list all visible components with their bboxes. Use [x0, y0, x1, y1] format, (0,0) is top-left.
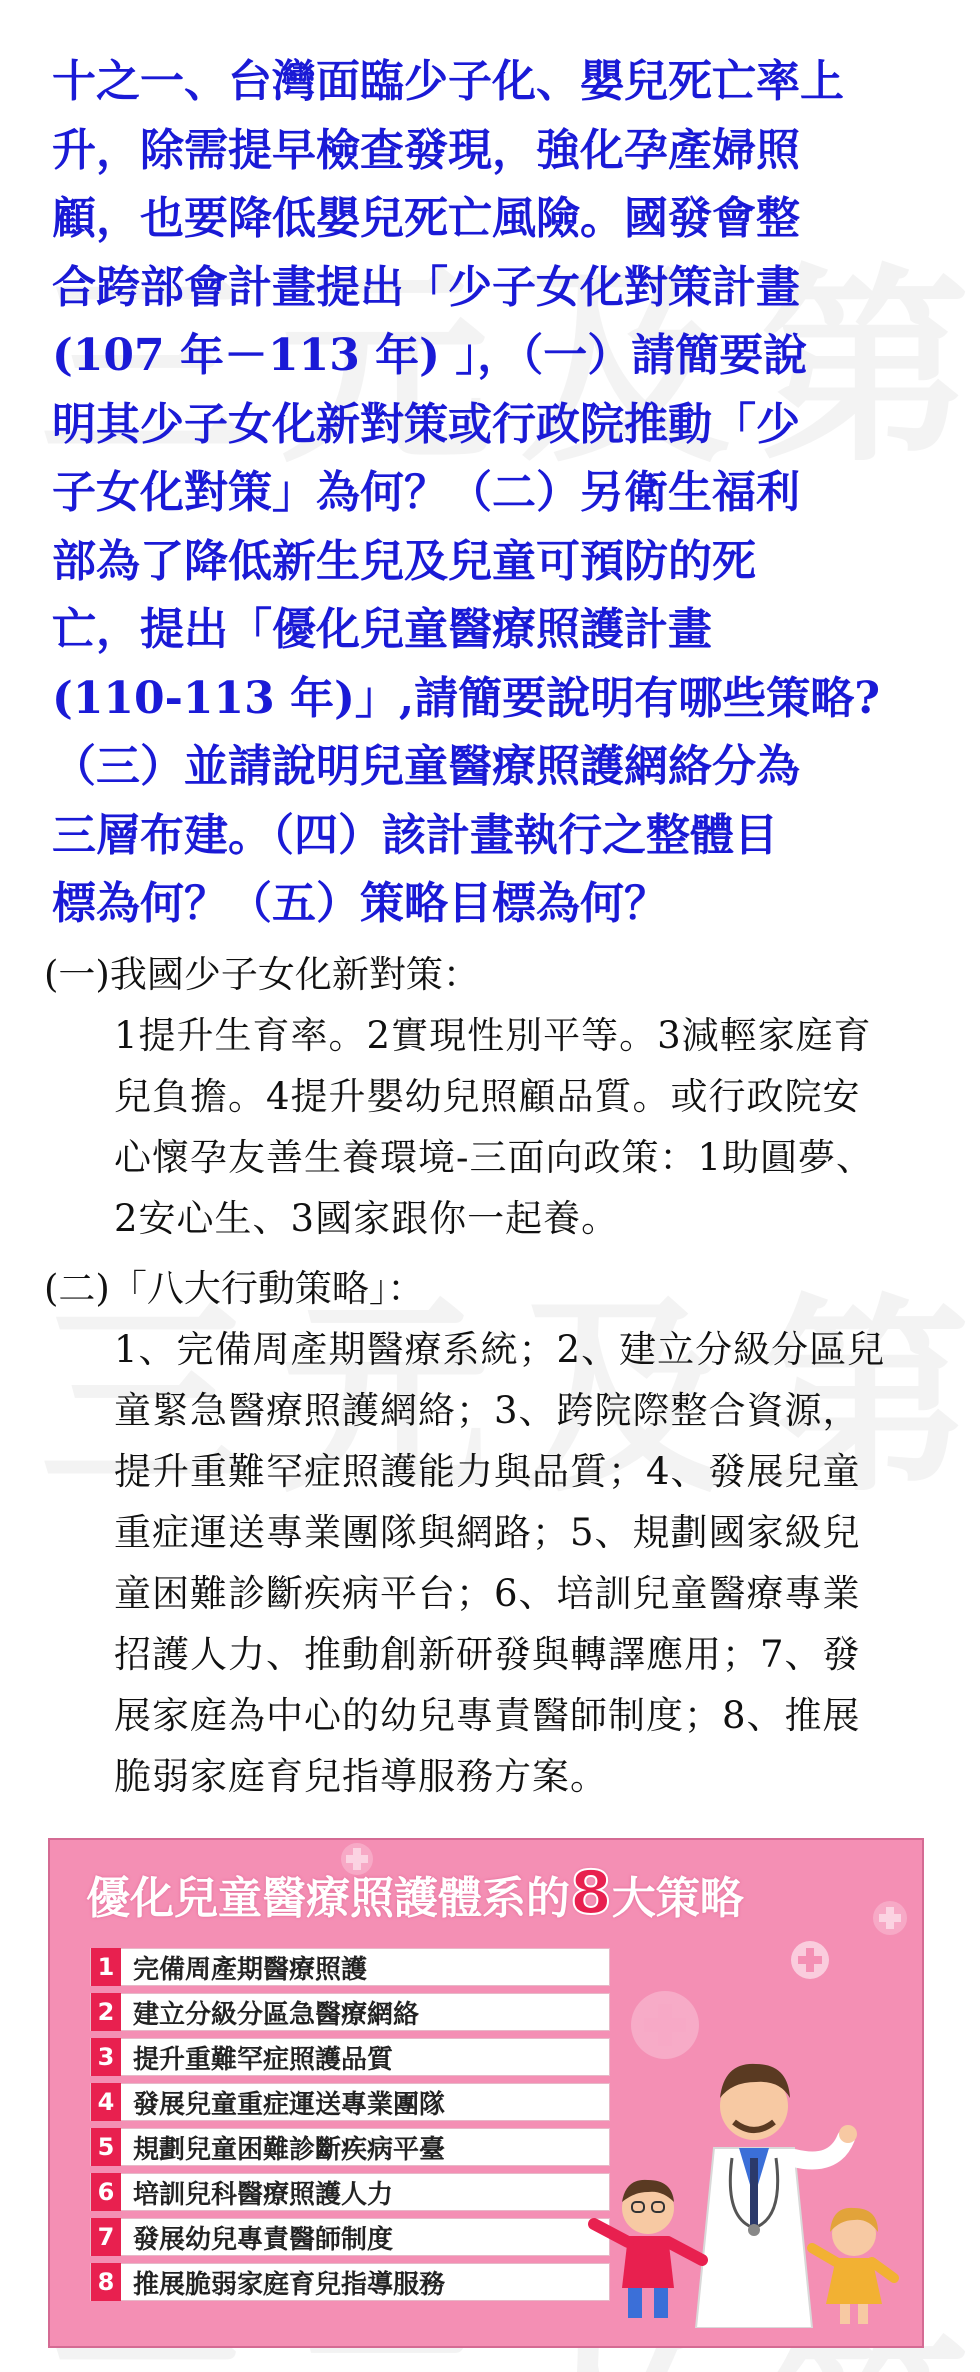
question-text [52, 48, 936, 939]
strategy-item [90, 1948, 610, 1986]
question-line: （三）並請說明兒童醫療照護網絡分為 [52, 741, 800, 792]
answer-line: 1、完備周產期醫療系統；2、建立分級分區兒 [114, 1328, 886, 1371]
answer-line: 重症運送專業團隊與網路；5、規劃國家級兒 [114, 1511, 861, 1554]
answer-line: 童困難診斷疾病平台；6、培訓兒童醫療專業 [114, 1572, 861, 1615]
strategy-text: 完備周產期醫療照護 [133, 1954, 368, 1985]
question-line: 顧，也要降低嬰兒死亡風險。國發會整 [52, 193, 800, 244]
answer-line: 展家庭為中心的幼兒專責醫師制度；8、推展 [114, 1694, 861, 1737]
strategy-text: 培訓兒科醫療照護人力 [133, 2179, 394, 2210]
poster-title-number: 8 [570, 1858, 612, 1928]
strategy-item [90, 2083, 610, 2121]
strategy-number: 4 [91, 2083, 121, 2121]
answer-line: 招護人力、推動創新研發與轉譯應用；7、發 [114, 1633, 861, 1676]
answer-line: 童緊急醫療照護網絡；3、跨院際整合資源， [114, 1389, 861, 1432]
answer-body-2 [44, 1319, 936, 1807]
poster-title-text: 優化兒童醫療照護體系的 [86, 1873, 570, 1924]
answer-line: 兒負擔。4提升嬰幼兒照顧品質。或行政院安 [114, 1075, 861, 1118]
question-line: 合跨部會計畫提出「少子女化對策計畫 [52, 261, 800, 313]
answer-heading-1: (一)我國少子女化新對策： [44, 953, 480, 996]
strategy-text: 規劃兒童困難診斷疾病平臺 [133, 2134, 446, 2165]
poster-title [86, 1858, 744, 1928]
answer-section-2 [44, 1258, 936, 1807]
answer-line: 提升重難罕症照護能力與品質；4、發展兒童 [114, 1450, 861, 1493]
strategy-text: 提升重難罕症照護品質 [133, 2044, 394, 2075]
strategy-number: 2 [91, 1993, 121, 2031]
strategy-number: 7 [91, 2218, 121, 2256]
answer-heading-2: (二)「八大行動策略」： [44, 1267, 425, 1310]
answer-body-1 [44, 1005, 936, 1249]
question-line: 亡，提出「優化兒童醫療照護計畫 [52, 604, 712, 655]
strategy-number: 3 [91, 2038, 121, 2076]
answer-line: 脆弱家庭育兒指導服務方案。 [114, 1755, 608, 1798]
strategy-item [90, 2173, 610, 2211]
question-line: (107 年－113 年) 」，（一）請簡要說 [52, 330, 808, 381]
question-line: 升，除需提早檢查發現，強化孕產婦照 [52, 124, 800, 176]
strategy-text: 發展幼兒專責醫師制度 [133, 2224, 394, 2255]
medical-cross-icon [872, 1900, 908, 1936]
strategy-number: 5 [91, 2128, 121, 2166]
strategy-list [90, 1948, 610, 2308]
question-line: 標為何？（五）策略目標為何？ [52, 878, 668, 929]
question-line: 子女化對策」為何？（二）另衛生福利 [52, 467, 800, 518]
question-line: 十之一、台灣面臨少子化、嬰兒死亡率上 [52, 56, 844, 107]
answer-line: 心懷孕友善生養環境-三面向政策：1助圓夢、 [114, 1136, 875, 1179]
strategy-text: 建立分級分區急醫療網絡 [133, 1999, 420, 2030]
question-line: 三層布建。（四）該計畫執行之整體目 [52, 809, 778, 861]
answer-line: 2安心生、3國家跟你一起養。 [114, 1197, 620, 1240]
strategy-item [90, 2263, 610, 2301]
strategy-text: 推展脆弱家庭育兒指導服務 [133, 2269, 446, 2300]
strategy-number: 6 [91, 2173, 121, 2211]
strategy-item [90, 2128, 610, 2166]
question-line: 明其少子女化新對策或行政院推動「少 [52, 398, 800, 450]
medical-cross-icon [790, 1940, 830, 1980]
strategy-item [90, 2038, 610, 2076]
doctor-illustration [584, 1998, 904, 2328]
strategy-number: 1 [91, 1948, 121, 1986]
strategy-item [90, 1993, 610, 2031]
strategy-number: 8 [91, 2263, 121, 2301]
question-line: (110-113 年)」,請簡要說明有哪些策略? [52, 672, 881, 724]
answer-line: 1提升生育率。2實現性別平等。3減輕家庭育 [114, 1014, 872, 1057]
poster-title-suffix: 大策略 [611, 1873, 744, 1924]
strategy-poster [48, 1838, 924, 2348]
question-line: 部為了降低新生兒及兒童可預防的死 [52, 535, 756, 587]
answer-section-1 [44, 944, 936, 1249]
strategy-item [90, 2218, 610, 2256]
strategy-text: 發展兒童重症運送專業團隊 [133, 2089, 446, 2120]
